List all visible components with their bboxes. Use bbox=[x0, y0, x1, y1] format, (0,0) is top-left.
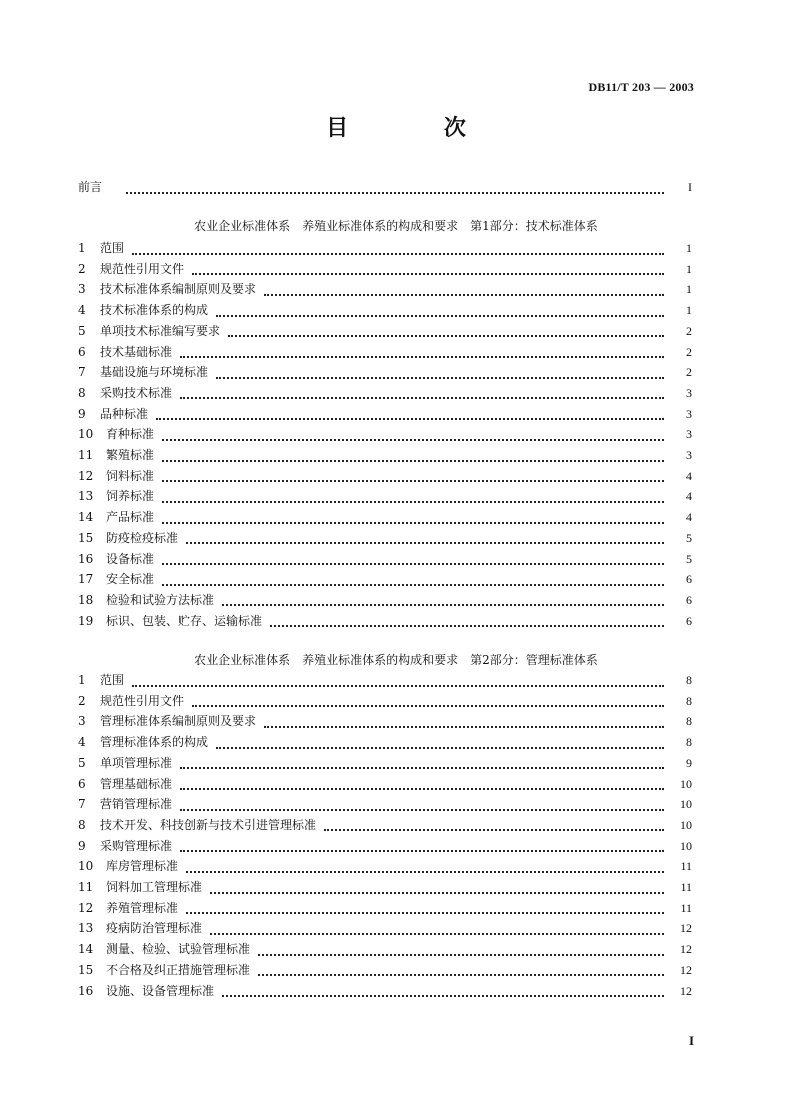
toc-entry[interactable] bbox=[78, 446, 692, 466]
toc-entry-number: 12 bbox=[78, 900, 94, 915]
toc-entry[interactable] bbox=[78, 795, 692, 815]
toc-entry-page: 1 bbox=[686, 282, 692, 297]
page-number: I bbox=[688, 1033, 694, 1048]
toc-entry-title: 管理基础标准 bbox=[100, 776, 173, 791]
toc-entry-page: 5 bbox=[686, 551, 692, 566]
toc-entry-page: 6 bbox=[686, 613, 692, 628]
toc-entry-number: 16 bbox=[78, 983, 94, 998]
toc-entry-title: 范围 bbox=[100, 241, 125, 255]
toc-entry-page: 4 bbox=[686, 510, 692, 525]
dot-leader bbox=[156, 417, 664, 420]
toc-entry-page: 8 bbox=[686, 693, 692, 708]
toc-entry-title: 库房管理标准 bbox=[106, 859, 179, 874]
dot-leader bbox=[264, 725, 664, 728]
toc-entry[interactable] bbox=[78, 671, 692, 691]
dot-leader bbox=[180, 355, 664, 358]
dot-leader bbox=[162, 459, 664, 462]
dot-leader bbox=[162, 438, 664, 441]
toc-entry-title: 管理标准体系编制原则及要求 bbox=[100, 714, 257, 729]
toc-entry-number: 3 bbox=[78, 282, 86, 297]
dot-leader bbox=[180, 766, 664, 769]
toc-entry[interactable] bbox=[78, 940, 692, 960]
toc-entry-page: 1 bbox=[686, 241, 692, 255]
toc-entry-title: 基础设施与环境标准 bbox=[100, 365, 209, 380]
toc-entry-title: 不合格及纠正措施管理标准 bbox=[106, 962, 251, 977]
toc-entry-page: 10 bbox=[680, 797, 692, 812]
toc-entry-title: 范围 bbox=[100, 673, 125, 687]
toc-entry-number: 12 bbox=[78, 468, 94, 483]
dot-leader bbox=[216, 376, 664, 379]
toc-entry-title: 技术标准体系编制原则及要求 bbox=[100, 282, 257, 297]
toc-entry-number: 9 bbox=[78, 406, 86, 421]
toc-entry[interactable] bbox=[78, 961, 692, 981]
toc-entry-page: 10 bbox=[680, 776, 692, 791]
toc-entry[interactable] bbox=[78, 529, 692, 549]
dot-leader bbox=[180, 787, 664, 790]
toc-entry-number: 13 bbox=[78, 489, 94, 504]
toc-entry[interactable] bbox=[78, 899, 692, 919]
toc-entry-title: 技术标准体系的构成 bbox=[100, 303, 209, 318]
dot-leader bbox=[324, 828, 664, 831]
toc-entry-number: 3 bbox=[78, 714, 86, 729]
toc-entry-number: 2 bbox=[78, 693, 86, 708]
toc-entry-number: 17 bbox=[78, 572, 94, 587]
toc-entry-title: 测量、检验、试验管理标准 bbox=[106, 942, 251, 957]
toc-entry[interactable] bbox=[78, 878, 692, 898]
toc-entry-title: 安全标准 bbox=[106, 572, 155, 587]
toc-entry-number: 4 bbox=[78, 735, 86, 750]
toc-entry-page: 4 bbox=[686, 489, 692, 504]
toc-entry-number: 6 bbox=[78, 344, 86, 359]
toc-entry[interactable] bbox=[78, 570, 692, 590]
toc-entry[interactable] bbox=[78, 919, 692, 939]
toc-entry-number: 13 bbox=[78, 921, 94, 936]
toc-entry-title: 设施、设备管理标准 bbox=[106, 983, 215, 998]
toc-entry-number: 1 bbox=[78, 673, 86, 687]
toc-entry[interactable] bbox=[78, 322, 692, 342]
toc-entry-page: 3 bbox=[686, 427, 692, 442]
dot-leader bbox=[180, 396, 664, 399]
toc-entry-number: 11 bbox=[78, 448, 94, 462]
toc-entry-title: 技术基础标准 bbox=[100, 344, 173, 359]
toc-entry-page: 11 bbox=[680, 900, 692, 915]
standard-code: DB11/T 203 — 2003 bbox=[588, 80, 694, 94]
toc-entry[interactable] bbox=[78, 754, 692, 774]
toc-entry[interactable] bbox=[78, 775, 692, 795]
dot-leader bbox=[186, 541, 664, 544]
dot-leader bbox=[132, 684, 664, 687]
toc-entry-number: 7 bbox=[78, 797, 86, 812]
dot-leader bbox=[258, 953, 664, 956]
dot-leader bbox=[162, 562, 664, 565]
toc-entry-page: I bbox=[688, 180, 692, 194]
toc-entry-title: 技术开发、科技创新与技术引进管理标准 bbox=[100, 817, 317, 832]
toc-entry-number: 14 bbox=[78, 510, 94, 525]
toc-entry[interactable] bbox=[78, 591, 692, 611]
toc-entry[interactable] bbox=[78, 487, 692, 507]
dot-leader bbox=[162, 521, 664, 524]
toc-entry-number: 8 bbox=[78, 817, 86, 832]
toc-entry-page: 10 bbox=[680, 838, 692, 853]
toc-entry-title: 饲料加工管理标准 bbox=[106, 880, 203, 894]
toc-entry-page: 2 bbox=[686, 365, 692, 380]
page-title: 目 次 bbox=[326, 115, 510, 141]
toc-entry-number: 6 bbox=[78, 776, 86, 791]
part1-heading: 农业企业标准体系 养殖业标准体系的构成和要求 第1部分：技术标准体系 bbox=[194, 219, 598, 233]
toc-entry-title: 营销管理标准 bbox=[100, 797, 173, 812]
dot-leader bbox=[180, 808, 664, 811]
toc-entry-title: 单项管理标准 bbox=[100, 755, 173, 770]
dot-leader bbox=[162, 583, 664, 586]
toc-entry-page: 10 bbox=[680, 817, 692, 832]
toc-entry-page: 3 bbox=[686, 448, 692, 462]
toc-entry[interactable] bbox=[78, 343, 692, 363]
dot-leader bbox=[216, 746, 664, 749]
toc-entry-page: 6 bbox=[686, 592, 692, 607]
toc-entry-title: 养殖管理标准 bbox=[106, 900, 179, 915]
toc-entry[interactable] bbox=[78, 260, 692, 280]
toc-entry-number: 10 bbox=[78, 859, 94, 874]
toc-entry-page: 3 bbox=[686, 406, 692, 421]
dot-leader bbox=[210, 932, 664, 935]
dot-leader bbox=[192, 272, 664, 275]
toc-entry-number: 5 bbox=[78, 323, 86, 338]
toc-entry-number: 1 bbox=[78, 241, 86, 255]
toc-entry-number: 9 bbox=[78, 838, 86, 853]
part2-heading: 农业企业标准体系 养殖业标准体系的构成和要求 第2部分：管理标准体系 bbox=[194, 653, 598, 667]
toc-entry[interactable] bbox=[78, 363, 692, 383]
toc-entry[interactable] bbox=[78, 692, 692, 712]
toc-entry-number: 10 bbox=[78, 427, 94, 442]
toc-entry-page: 1 bbox=[686, 303, 692, 318]
toc-entry-number: 14 bbox=[78, 942, 94, 957]
toc-entry[interactable] bbox=[78, 712, 692, 732]
toc-entry-title: 产品标准 bbox=[106, 510, 155, 525]
toc-entry-title: 前言 bbox=[78, 180, 103, 194]
dot-leader bbox=[126, 191, 664, 194]
dot-leader bbox=[258, 973, 664, 976]
toc-entry-page: 4 bbox=[686, 468, 692, 483]
toc-entry[interactable] bbox=[78, 837, 692, 857]
toc-entry[interactable] bbox=[78, 425, 692, 445]
toc-entry[interactable] bbox=[78, 550, 692, 570]
toc-entry-page: 12 bbox=[680, 983, 692, 998]
toc-entry-page: 8 bbox=[686, 735, 692, 750]
toc-entry[interactable] bbox=[78, 280, 692, 300]
dot-leader bbox=[186, 911, 664, 914]
toc-entry-page: 12 bbox=[680, 942, 692, 957]
dot-leader bbox=[180, 849, 664, 852]
dot-leader bbox=[216, 314, 664, 317]
toc-entry-page: 11 bbox=[680, 880, 692, 894]
toc-entry[interactable] bbox=[78, 612, 692, 632]
dot-leader bbox=[210, 891, 664, 894]
dot-leader bbox=[132, 252, 664, 255]
toc-entry-number: 15 bbox=[78, 962, 94, 977]
toc-entry-page: 2 bbox=[686, 323, 692, 338]
dot-leader bbox=[270, 624, 664, 627]
toc-entry-page: 8 bbox=[686, 714, 692, 729]
toc-entry-number: 19 bbox=[78, 613, 94, 628]
dot-leader bbox=[264, 293, 664, 296]
toc-entry-page: 1 bbox=[686, 261, 692, 276]
toc-entry-title: 采购技术标准 bbox=[100, 385, 173, 400]
toc-entry-number: 4 bbox=[78, 303, 86, 318]
toc-entry-page: 8 bbox=[686, 673, 692, 687]
toc-entry-number: 18 bbox=[78, 592, 94, 607]
toc-entry-page: 12 bbox=[680, 962, 692, 977]
toc-entry-title: 繁殖标准 bbox=[106, 448, 155, 462]
toc-entry-title: 品种标准 bbox=[100, 406, 149, 421]
toc-entry-number: 15 bbox=[78, 530, 94, 545]
toc-entry-title: 饲养标准 bbox=[106, 489, 155, 504]
toc-entry-number: 11 bbox=[78, 880, 94, 894]
dot-leader bbox=[162, 479, 664, 482]
toc-entry-number: 8 bbox=[78, 385, 86, 400]
toc-entry-page: 6 bbox=[686, 572, 692, 587]
toc-entry-title: 检验和试验方法标准 bbox=[106, 592, 215, 607]
toc-entry[interactable] bbox=[78, 857, 692, 877]
toc-entry-page: 9 bbox=[686, 755, 692, 770]
dot-leader bbox=[186, 870, 664, 873]
toc-entry[interactable] bbox=[78, 508, 692, 528]
toc-entry[interactable] bbox=[78, 733, 692, 753]
toc-entry-title: 防疫检疫标准 bbox=[106, 530, 179, 545]
dot-leader bbox=[228, 334, 664, 337]
toc-entry-title: 规范性引用文件 bbox=[100, 693, 185, 708]
toc-entry-title: 管理标准体系的构成 bbox=[100, 735, 209, 750]
dot-leader bbox=[192, 704, 664, 707]
toc-entry-page: 3 bbox=[686, 385, 692, 400]
toc-entry-number: 5 bbox=[78, 755, 86, 770]
toc-entry-page: 2 bbox=[686, 344, 692, 359]
toc-entry-title: 单项技术标准编写要求 bbox=[100, 323, 221, 338]
toc-entry-title: 规范性引用文件 bbox=[100, 261, 185, 276]
toc-entry[interactable] bbox=[78, 405, 692, 425]
toc-entry-title: 采购管理标准 bbox=[100, 838, 173, 853]
toc-entry-foreword[interactable] bbox=[78, 178, 692, 198]
dot-leader bbox=[222, 603, 664, 606]
toc-entry-title: 设备标准 bbox=[106, 551, 155, 566]
toc-entry[interactable] bbox=[78, 301, 692, 321]
toc-entry[interactable] bbox=[78, 982, 692, 1002]
toc-entry[interactable] bbox=[78, 384, 692, 404]
toc-entry-number: 2 bbox=[78, 261, 86, 276]
toc-entry[interactable] bbox=[78, 816, 692, 836]
toc-entry-number: 16 bbox=[78, 551, 94, 566]
dot-leader bbox=[222, 994, 664, 997]
toc-entry[interactable] bbox=[78, 467, 692, 487]
toc-entry-title: 饲料标准 bbox=[106, 468, 155, 483]
toc-entry-page: 12 bbox=[680, 921, 692, 936]
toc-entry-page: 11 bbox=[680, 859, 692, 874]
toc-entry-title: 育种标准 bbox=[106, 427, 155, 442]
dot-leader bbox=[162, 500, 664, 503]
toc-entry-title: 标识、包装、贮存、运输标准 bbox=[106, 613, 263, 628]
toc-entry[interactable] bbox=[78, 239, 692, 259]
toc-entry-number: 7 bbox=[78, 365, 86, 380]
toc-entry-page: 5 bbox=[686, 530, 692, 545]
toc-entry-title: 疫病防治管理标准 bbox=[106, 921, 203, 936]
